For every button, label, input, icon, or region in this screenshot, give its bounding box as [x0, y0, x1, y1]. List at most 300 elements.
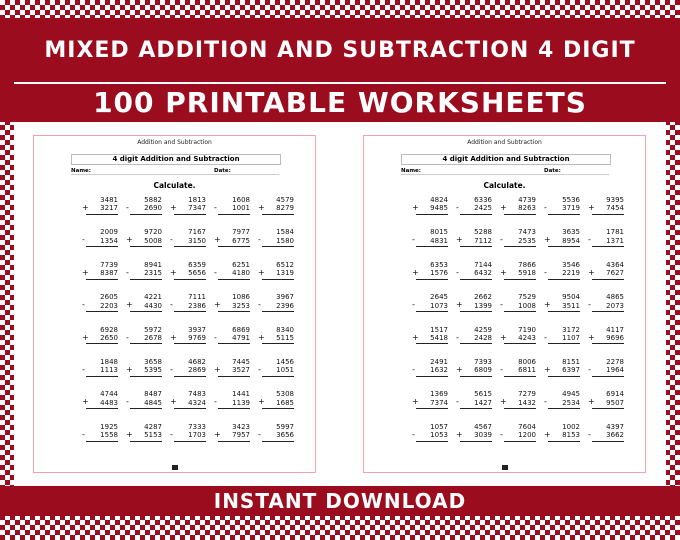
operator: + — [258, 332, 265, 342]
problem — [588, 422, 624, 442]
problem — [82, 325, 118, 345]
operand-bottom: 7627 — [592, 269, 624, 279]
operand-top: 8340 — [276, 325, 294, 334]
operand-bottom: 1053 — [416, 431, 448, 441]
problem — [412, 196, 448, 215]
operand-top: 1086 — [232, 293, 250, 302]
banner-title-line1: MIXED ADDITION AND SUBTRACTION 4 DIGIT — [44, 38, 636, 63]
operand-top: 1057 — [430, 422, 448, 431]
problem — [214, 357, 250, 377]
operand-bottom: 2219 — [548, 269, 580, 279]
operand-bottom: 8263 — [504, 204, 536, 214]
problem — [544, 390, 580, 409]
problem — [456, 293, 492, 312]
logo-icon — [172, 465, 178, 470]
operator: - — [588, 300, 591, 310]
problem — [214, 293, 250, 312]
problem — [258, 293, 294, 312]
operator: - — [170, 429, 173, 439]
problem — [412, 357, 448, 377]
operator: - — [456, 267, 459, 277]
operand-top: 7445 — [232, 357, 250, 366]
operand-bottom: 1580 — [262, 237, 294, 247]
problem — [258, 357, 294, 377]
operand-bottom: 1051 — [262, 366, 294, 376]
operator: - — [456, 203, 459, 212]
problem-row — [398, 196, 624, 228]
date-label: Date: — [214, 168, 231, 174]
problem — [456, 357, 492, 377]
operand-bottom: 5918 — [504, 269, 536, 279]
operator: - — [126, 332, 129, 342]
problem — [82, 390, 118, 409]
operator: + — [500, 267, 507, 277]
operand-top: 7190 — [518, 325, 536, 334]
problem — [412, 228, 448, 247]
operand-top: 1517 — [430, 325, 448, 334]
operand-top: 4567 — [474, 422, 492, 431]
operand-bottom: 1703 — [174, 431, 206, 441]
operand-bottom: 7347 — [174, 204, 206, 214]
operand-top: 1584 — [276, 228, 294, 237]
problem — [456, 228, 492, 247]
operator: + — [214, 364, 221, 374]
problem-row — [68, 293, 294, 325]
problem — [170, 196, 206, 215]
name-label: Name: — [71, 168, 91, 174]
problem-grid — [398, 196, 624, 455]
problem — [500, 293, 536, 312]
operand-bottom: 7957 — [218, 431, 250, 441]
operator: + — [456, 364, 463, 374]
operand-bottom: 6811 — [504, 366, 536, 376]
operator: + — [170, 267, 177, 277]
problem — [456, 422, 492, 442]
operand-bottom: 5395 — [130, 366, 162, 376]
operand-bottom: 1558 — [86, 431, 118, 441]
operand-top: 3172 — [562, 325, 580, 334]
instruction: Calculate. — [153, 181, 196, 190]
title-banner — [0, 18, 680, 122]
operator: + — [500, 332, 507, 342]
problem — [170, 357, 206, 377]
operand-bottom: 5008 — [130, 237, 162, 247]
operator: + — [126, 429, 133, 439]
problem — [544, 357, 580, 377]
operand-bottom: 1008 — [504, 302, 536, 312]
operand-top: 1781 — [606, 228, 624, 237]
operator: - — [258, 235, 261, 245]
problem-grid — [68, 196, 294, 455]
operand-bottom: 2535 — [504, 237, 536, 247]
operator: - — [412, 235, 415, 245]
operator: - — [82, 364, 85, 374]
operator: - — [82, 235, 85, 245]
operand-top: 5882 — [144, 196, 162, 204]
operator: - — [412, 429, 415, 439]
operand-top: 2605 — [100, 293, 118, 302]
operator: - — [214, 267, 217, 277]
problem — [588, 325, 624, 345]
operator: + — [412, 332, 419, 342]
operand-bottom: 4483 — [86, 399, 118, 409]
operand-top: 5288 — [474, 228, 492, 237]
operand-top: 1441 — [232, 390, 250, 399]
operand-top: 1925 — [100, 422, 118, 431]
operator: + — [412, 203, 419, 212]
operator: + — [588, 267, 595, 277]
operand-top: 4865 — [606, 293, 624, 302]
problem — [126, 390, 162, 409]
operand-bottom: 7374 — [416, 399, 448, 409]
operator: + — [82, 332, 89, 342]
operator: - — [170, 300, 173, 310]
operand-top: 7739 — [100, 260, 118, 269]
operand-bottom: 2315 — [130, 269, 162, 279]
operator: - — [456, 397, 459, 407]
problem — [500, 357, 536, 377]
problem-row — [68, 390, 294, 422]
operator: + — [214, 235, 221, 245]
operand-bottom: 1107 — [548, 334, 580, 344]
operand-top: 8006 — [518, 357, 536, 366]
operand-bottom: 5153 — [130, 431, 162, 441]
problem — [258, 325, 294, 345]
problem — [588, 293, 624, 312]
problem — [500, 325, 536, 345]
operator: - — [500, 235, 503, 245]
problem-row — [398, 390, 624, 422]
operand-top: 7279 — [518, 390, 536, 399]
problem — [170, 228, 206, 247]
operator: + — [500, 203, 507, 212]
operator: - — [82, 300, 85, 310]
operand-bottom: 4845 — [130, 399, 162, 409]
operand-top: 7977 — [232, 228, 250, 237]
operand-top: 6914 — [606, 390, 624, 399]
problem — [456, 325, 492, 345]
operand-bottom: 2073 — [592, 302, 624, 312]
operator: + — [588, 397, 595, 407]
problem — [170, 293, 206, 312]
problem — [82, 357, 118, 377]
operator: - — [456, 332, 459, 342]
operand-bottom: 7112 — [460, 237, 492, 247]
problem — [588, 196, 624, 215]
operand-top: 4117 — [606, 325, 624, 334]
operator: - — [82, 429, 85, 439]
operator: + — [126, 235, 133, 245]
problem-row — [398, 357, 624, 390]
operand-bottom: 1432 — [504, 399, 536, 409]
problem — [412, 260, 448, 280]
operand-bottom: 2869 — [174, 366, 206, 376]
worksheet-header: Addition and Subtraction — [137, 139, 212, 146]
operator: + — [170, 203, 177, 212]
operand-bottom: 2678 — [130, 334, 162, 344]
operand-bottom: 2534 — [548, 399, 580, 409]
operand-top: 7473 — [518, 228, 536, 237]
operator: - — [500, 429, 503, 439]
operator: - — [126, 267, 129, 277]
problem-row — [68, 325, 294, 358]
download-banner: INSTANT DOWNLOAD — [0, 486, 680, 516]
worksheet-preview-1 — [33, 135, 316, 473]
operand-bottom: 7454 — [592, 204, 624, 214]
operator: + — [412, 397, 419, 407]
operator: + — [258, 203, 265, 212]
problem — [500, 228, 536, 247]
operand-bottom: 3150 — [174, 237, 206, 247]
operand-bottom: 3656 — [262, 431, 294, 441]
operand-top: 8151 — [562, 357, 580, 366]
banner-divider — [14, 82, 666, 84]
operator: + — [456, 235, 463, 245]
operand-bottom: 1399 — [460, 302, 492, 312]
operator: - — [544, 203, 547, 212]
problem — [258, 260, 294, 280]
problem — [500, 422, 536, 442]
operator: + — [214, 429, 221, 439]
operand-top: 1848 — [100, 357, 118, 366]
operator: + — [82, 267, 89, 277]
operand-bottom: 9485 — [416, 204, 448, 214]
operand-top: 6251 — [232, 260, 250, 269]
problem — [456, 196, 492, 215]
operand-bottom: 3253 — [218, 302, 250, 312]
operand-bottom: 3662 — [592, 431, 624, 441]
problem — [544, 196, 580, 215]
operand-top: 5308 — [276, 390, 294, 399]
operand-bottom: 6397 — [548, 366, 580, 376]
operand-bottom: 8153 — [548, 431, 580, 441]
problem — [82, 422, 118, 442]
problem — [82, 196, 118, 215]
operator: - — [126, 203, 129, 212]
operator: - — [588, 429, 591, 439]
operator: + — [82, 397, 89, 407]
operand-bottom: 6775 — [218, 237, 250, 247]
operator: - — [258, 429, 261, 439]
operand-top: 4824 — [430, 196, 448, 204]
operator: + — [456, 300, 463, 310]
problem — [82, 293, 118, 312]
problem — [412, 390, 448, 409]
operand-bottom: 4791 — [218, 334, 250, 344]
problem — [500, 196, 536, 215]
operator: - — [412, 300, 415, 310]
operand-bottom: 9507 — [592, 399, 624, 409]
operator: + — [258, 267, 265, 277]
operator: + — [544, 429, 551, 439]
operator: - — [588, 235, 591, 245]
operand-top: 2491 — [430, 357, 448, 366]
operator: - — [412, 364, 415, 374]
operand-top: 4364 — [606, 260, 624, 269]
problem — [588, 260, 624, 280]
operand-top: 8941 — [144, 260, 162, 269]
operator: + — [258, 397, 265, 407]
problem — [588, 228, 624, 247]
operand-bottom: 1113 — [86, 366, 118, 376]
operand-top: 4739 — [518, 196, 536, 204]
problem — [544, 228, 580, 247]
operator: - — [214, 203, 217, 212]
operand-bottom: 6432 — [460, 269, 492, 279]
problem — [170, 422, 206, 442]
problem — [456, 390, 492, 409]
problem-row — [68, 260, 294, 293]
operand-top: 9720 — [144, 228, 162, 237]
operand-bottom: 1319 — [262, 269, 294, 279]
problem-row — [398, 422, 624, 455]
operator: - — [258, 364, 261, 374]
operand-bottom: 8279 — [262, 204, 294, 214]
operator: + — [82, 203, 89, 212]
operator: - — [500, 300, 503, 310]
operand-bottom: 2425 — [460, 204, 492, 214]
problem — [170, 390, 206, 409]
operator: - — [214, 332, 217, 342]
operand-top: 6336 — [474, 196, 492, 204]
operand-bottom: 2428 — [460, 334, 492, 344]
operand-bottom: 4324 — [174, 399, 206, 409]
operator: + — [214, 300, 221, 310]
operator: - — [170, 235, 173, 245]
operand-top: 1608 — [232, 196, 250, 204]
worksheet-title: 4 digit Addition and Subtraction — [401, 154, 611, 165]
operand-bottom: 8387 — [86, 269, 118, 279]
operand-top: 5997 — [276, 422, 294, 431]
operand-bottom: 1139 — [218, 399, 250, 409]
operand-bottom: 3719 — [548, 204, 580, 214]
operator: + — [500, 397, 507, 407]
problem — [544, 260, 580, 280]
problem — [588, 390, 624, 409]
operand-bottom: 4831 — [416, 237, 448, 247]
operator: - — [500, 364, 503, 374]
problem-row — [68, 228, 294, 260]
problem — [126, 228, 162, 247]
problem — [258, 422, 294, 442]
operand-top: 3658 — [144, 357, 162, 366]
operand-top: 9395 — [606, 196, 624, 204]
operand-bottom: 1073 — [416, 302, 448, 312]
operand-bottom: 1685 — [262, 399, 294, 409]
operand-top: 7483 — [188, 390, 206, 399]
problem — [170, 260, 206, 280]
problem — [500, 260, 536, 280]
operand-top: 3967 — [276, 293, 294, 302]
operand-top: 3635 — [562, 228, 580, 237]
operand-bottom: 4180 — [218, 269, 250, 279]
problem — [126, 293, 162, 312]
operand-top: 4287 — [144, 422, 162, 431]
operator: + — [588, 203, 595, 212]
problem — [82, 260, 118, 280]
operand-bottom: 9769 — [174, 334, 206, 344]
operator: - — [258, 300, 261, 310]
operand-top: 7111 — [188, 293, 206, 302]
date-label: Date: — [544, 168, 561, 174]
problem-row — [398, 293, 624, 325]
problem-row — [68, 357, 294, 390]
worksheet-title: 4 digit Addition and Subtraction — [71, 154, 281, 165]
operand-bottom: 3039 — [460, 431, 492, 441]
name-label: Name: — [401, 168, 421, 174]
operand-bottom: 5418 — [416, 334, 448, 344]
operator: + — [588, 332, 595, 342]
operator: - — [544, 397, 547, 407]
name-date-line — [401, 174, 609, 175]
operand-bottom: 2396 — [262, 302, 294, 312]
operand-top: 6353 — [430, 260, 448, 269]
operand-bottom: 1371 — [592, 237, 624, 247]
problem — [412, 293, 448, 312]
problem — [214, 390, 250, 409]
problem — [588, 357, 624, 377]
operand-top: 2662 — [474, 293, 492, 302]
operand-bottom: 2386 — [174, 302, 206, 312]
operand-top: 7866 — [518, 260, 536, 269]
instruction: Calculate. — [483, 181, 526, 190]
operand-top: 8015 — [430, 228, 448, 237]
operand-bottom: 5115 — [262, 334, 294, 344]
operand-bottom: 3527 — [218, 366, 250, 376]
operand-bottom: 1964 — [592, 366, 624, 376]
operand-bottom: 1001 — [218, 204, 250, 214]
operand-top: 6869 — [232, 325, 250, 334]
operand-top: 6928 — [100, 325, 118, 334]
operand-bottom: 4430 — [130, 302, 162, 312]
operand-bottom: 1427 — [460, 399, 492, 409]
operand-bottom: 2203 — [86, 302, 118, 312]
operator: + — [126, 300, 133, 310]
operand-bottom: 5656 — [174, 269, 206, 279]
operand-top: 1813 — [188, 196, 206, 204]
operator: + — [170, 332, 177, 342]
worksheet-preview-2 — [363, 135, 646, 473]
operator: + — [412, 267, 419, 277]
operand-top: 5972 — [144, 325, 162, 334]
operand-bottom: 6809 — [460, 366, 492, 376]
operand-top: 9504 — [562, 293, 580, 302]
operand-top: 4397 — [606, 422, 624, 431]
operand-top: 5536 — [562, 196, 580, 204]
operand-top: 7167 — [188, 228, 206, 237]
worksheet-header: Addition and Subtraction — [467, 139, 542, 146]
operand-top: 4221 — [144, 293, 162, 302]
operand-bottom: 3217 — [86, 204, 118, 214]
problem — [126, 357, 162, 377]
problem — [214, 196, 250, 215]
problem-row — [398, 325, 624, 358]
operand-top: 1002 — [562, 422, 580, 431]
problem — [126, 422, 162, 442]
problem — [214, 260, 250, 280]
problem — [214, 325, 250, 345]
operand-top: 7604 — [518, 422, 536, 431]
operand-top: 1456 — [276, 357, 294, 366]
operand-bottom: 3511 — [548, 302, 580, 312]
problem — [126, 325, 162, 345]
operand-top: 6512 — [276, 260, 294, 269]
operand-top: 2009 — [100, 228, 118, 237]
operand-bottom: 2690 — [130, 204, 162, 214]
operand-top: 4259 — [474, 325, 492, 334]
operand-top: 3546 — [562, 260, 580, 269]
problem — [82, 228, 118, 247]
